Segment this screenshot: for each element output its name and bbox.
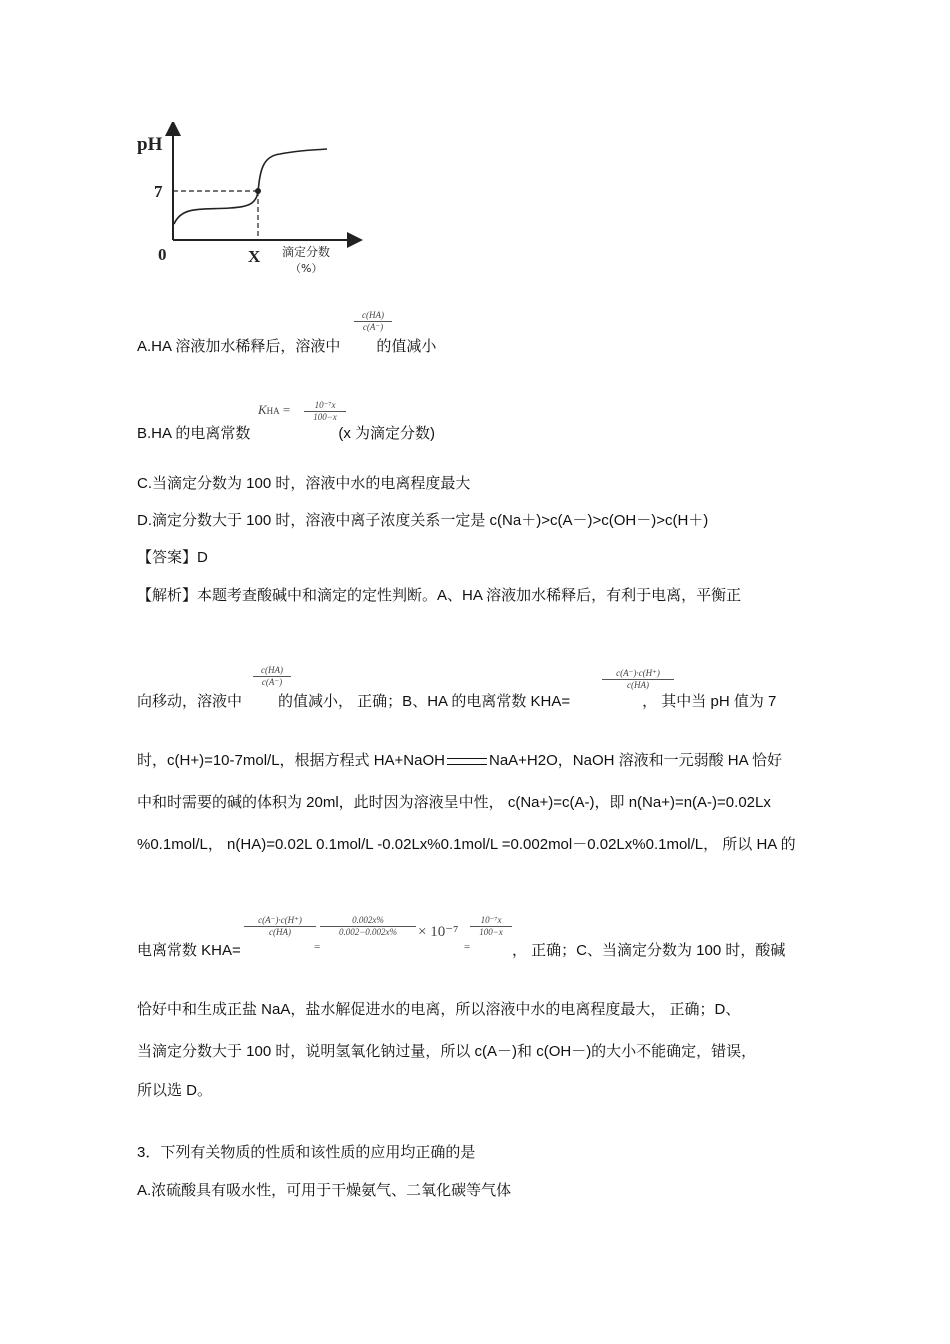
origin-label: 0 — [158, 245, 167, 264]
analysis-fraction-4: 0.002x% 0.002−0.002x% — [320, 915, 416, 938]
option-a-fraction: c(HA) c(A⁻) — [354, 310, 392, 333]
analysis-line-6: 电离常数 KHA= — [137, 942, 241, 959]
analysis-line-4: 中和时需要的碱的体积为 20ml，此时因为溶液呈中性， c(Na+)=c(A-)，即 n(Na+)=n(A-)=0.02Lx — [137, 794, 771, 811]
analysis-fraction-3: c(A⁻)·c(H⁺) c(HA) — [244, 915, 316, 938]
question-3-stem: 3．下列有关物质的性质和该性质的应用均正确的是 — [137, 1144, 476, 1161]
titration-curve — [174, 149, 327, 224]
equation-arrow — [447, 758, 487, 765]
x-tick-label: X — [248, 247, 261, 266]
analysis-fraction-2: c(A⁻)·c(H⁺) c(HA) — [602, 668, 674, 691]
y-tick-7: 7 — [154, 182, 163, 201]
analysis-line-1: 【解析】本题考查酸碱中和滴定的定性判断。A、HA 溶液加水稀释后，有利于电离，平衡正 — [137, 587, 742, 604]
x-axis-unit: （%） — [290, 262, 323, 275]
option-c: C.当滴定分数为 100 时，溶液中水的电离程度最大 — [137, 475, 471, 492]
analysis-fraction-1: c(HA) c(A⁻) — [253, 665, 291, 688]
option-b-fraction: 10⁻⁷x 100−x — [304, 400, 346, 423]
analysis-line-3: 时，c(H+)=10-7mol/L，根据方程式 HA+NaOH NaA+H2O，NaOH 溶液和一元弱酸 HA 恰好 — [137, 752, 782, 769]
option-b-kha: KHA = — [258, 402, 291, 417]
analysis-eq-2: = — [464, 941, 471, 953]
analysis-line-2: 向移动，溶液中 的值减小， 正确；B、HA 的电离常数 KHA= ， 其中当 pH 值为 7 — [137, 693, 777, 710]
question-3-option-a: A.浓硫酸具有吸水性，可用于干燥氨气、二氧化碳等气体 — [137, 1182, 512, 1199]
analysis-line-6-end: ， 正确；C、当滴定分数为 100 时，酸碱 — [512, 942, 786, 959]
option-b — [137, 423, 435, 445]
option-b-text-end: (x 为滴定分数) — [338, 425, 436, 442]
analysis-line-5: %0.1mol/L， n(HA)=0.02L 0.1mol/L -0.02Lx%0.1mol/L =0.002mol－0.02Lx%0.1mol/L， 所以 HA 的 — [137, 836, 796, 853]
option-a — [137, 336, 436, 358]
analysis-line-8: 当滴定分数大于 100 时，说明氢氧化钠过量，所以 c(A－)和 c(OH－)的大小不能确定，错误， — [137, 1043, 757, 1060]
titration-curve-figure — [130, 122, 370, 282]
equivalence-point — [255, 188, 261, 194]
option-d: D.滴定分数大于 100 时，溶液中离子浓度关系一定是 c(Na＋)>c(A－)>c(OH－)>c(H＋) — [137, 512, 709, 529]
analysis-fraction-5: 10⁻⁷x 100−x — [470, 915, 512, 938]
x-axis-label: 滴定分数 — [282, 245, 331, 259]
option-b-text: B.HA 的电离常数 — [137, 425, 251, 442]
analysis-line-7: 恰好中和生成正盐 NaA，盐水解促进水的电离，所以溶液中水的电离程度最大， 正确；D、 — [137, 1001, 741, 1018]
option-a-text-end: 的值减小 — [376, 338, 437, 355]
option-a-text: A.HA 溶液加水稀释后，溶液中 — [137, 338, 341, 355]
y-axis-label: pH — [137, 134, 163, 155]
analysis-eq-1: = — [314, 941, 321, 953]
answer: 【答案】D — [137, 549, 208, 566]
analysis-line-9: 所以选 D。 — [137, 1082, 213, 1099]
analysis-mult: × 10⁻⁷ — [418, 924, 459, 940]
